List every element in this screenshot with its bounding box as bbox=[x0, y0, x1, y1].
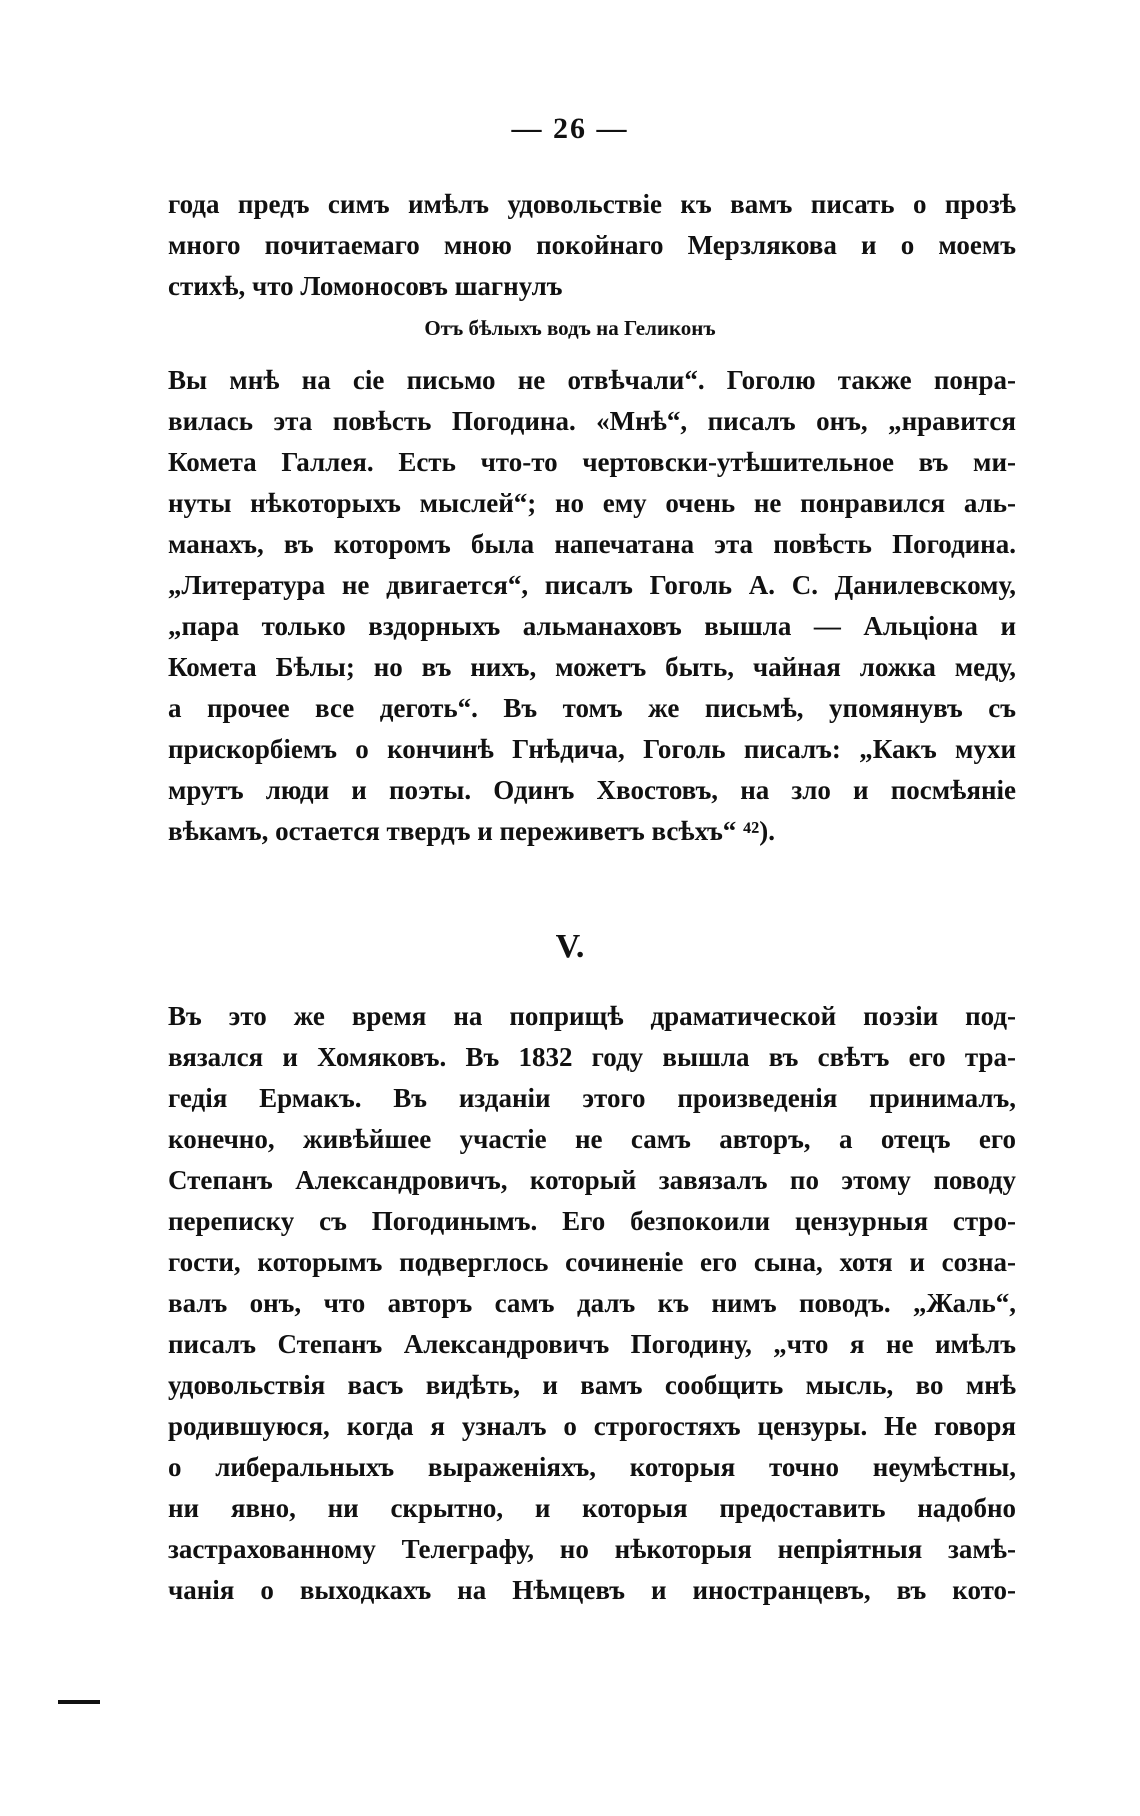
text-line: Степанъ Александровичъ, который завязалъ по этому поводу bbox=[168, 1165, 1016, 1195]
text-line: стихѣ, что Ломоносовъ шагнулъ bbox=[168, 271, 563, 301]
text-line: родившуюся, когда я узналъ о строгостяхъ цензуры. Не говоря bbox=[168, 1411, 1016, 1441]
text-line: много почитаемаго мною покойнаго Мерзлякова и о моемъ bbox=[168, 230, 1016, 260]
text-line: „Литература не двигается“, писалъ Гоголь А. С. Данилевскому, bbox=[168, 570, 1016, 600]
text-line: прискорбіемъ о кончинѣ Гнѣдича, Гоголь писалъ: „Какъ мухи bbox=[168, 734, 1016, 764]
text-line: гедія Ермакъ. Въ изданіи этого произведенія принималъ, bbox=[168, 1083, 1016, 1113]
text-line: Вы мнѣ на сіе письмо не отвѣчали“. Гоголю также понра- bbox=[168, 365, 1016, 395]
text-line: Въ это же время на поприщѣ драматической поэзіи под- bbox=[168, 1001, 1016, 1031]
section-heading: V. bbox=[555, 928, 585, 965]
text-line: о либеральныхъ выраженіяхъ, которыя точно неумѣстны, bbox=[168, 1452, 1016, 1482]
text-line: удовольствія васъ видѣть, и вамъ сообщить мысль, во мнѣ bbox=[168, 1370, 1016, 1400]
text-line: мрутъ люди и поэты. Одинъ Хвостовъ, на зло и посмѣяніе bbox=[168, 775, 1016, 805]
text-line: а прочее все деготь“. Въ томъ же письмѣ, упомянувъ съ bbox=[168, 693, 1016, 723]
text-line: года предъ симъ имѣлъ удовольствіе къ вамъ писать о прозѣ bbox=[168, 189, 1016, 219]
text-line: вязался и Хомяковъ. Въ 1832 году вышла въ свѣтъ его тра- bbox=[168, 1042, 1016, 1072]
text-line: чанія о выходкахъ на Нѣмцевъ и иностранцевъ, въ кото- bbox=[168, 1575, 1016, 1605]
text-line: вѣкамъ, остается твердъ и переживетъ всѣхъ“ ⁴²). bbox=[168, 816, 775, 846]
text-line: переписку съ Погодинымъ. Его безпокоили цензурныя стро- bbox=[168, 1206, 1016, 1236]
margin-dash-mark bbox=[58, 1700, 100, 1704]
text-line: писалъ Степанъ Александровичъ Погодину, „что я не имѣлъ bbox=[168, 1329, 1016, 1359]
page-number: — 26 — bbox=[511, 112, 629, 145]
text-line: застрахованному Телеграфу, но нѣкоторыя непріятныя замѣ- bbox=[168, 1534, 1016, 1564]
text-line: валъ онъ, что авторъ самъ далъ къ нимъ поводъ. „Жаль“, bbox=[168, 1288, 1016, 1318]
text-line: вилась эта повѣсть Погодина. «Мнѣ“, писалъ онъ, „нравится bbox=[168, 406, 1016, 436]
text-line: ни явно, ни скрытно, и которыя предоставить надобно bbox=[168, 1493, 1016, 1523]
paragraph-3 bbox=[168, 996, 1016, 1611]
text-line: гости, которымъ подверглось сочиненіе его сына, хотя и созна- bbox=[168, 1247, 1016, 1277]
text-line: „пара только вздорныхъ альманаховъ вышла — Альціона и bbox=[168, 611, 1016, 641]
paragraph-2 bbox=[168, 360, 1016, 852]
text-line: Комета Бѣлы; но въ нихъ, можетъ быть, чайная ложка меду, bbox=[168, 652, 1016, 682]
verse-quote: Отъ бѣлыхъ водъ на Геликонъ bbox=[424, 316, 716, 340]
text-line: Комета Галлея. Есть что-то чертовски-утѣшительное въ ми- bbox=[168, 447, 1016, 477]
text-line: конечно, живѣйшее участіе не самъ авторъ, а отецъ его bbox=[168, 1124, 1016, 1154]
text-line: нуты нѣкоторыхъ мыслей“; но ему очень не понравился аль- bbox=[168, 488, 1016, 518]
text-line: манахъ, въ которомъ была напечатана эта повѣсть Погодина. bbox=[168, 529, 1016, 559]
paragraph-1 bbox=[168, 184, 1016, 307]
